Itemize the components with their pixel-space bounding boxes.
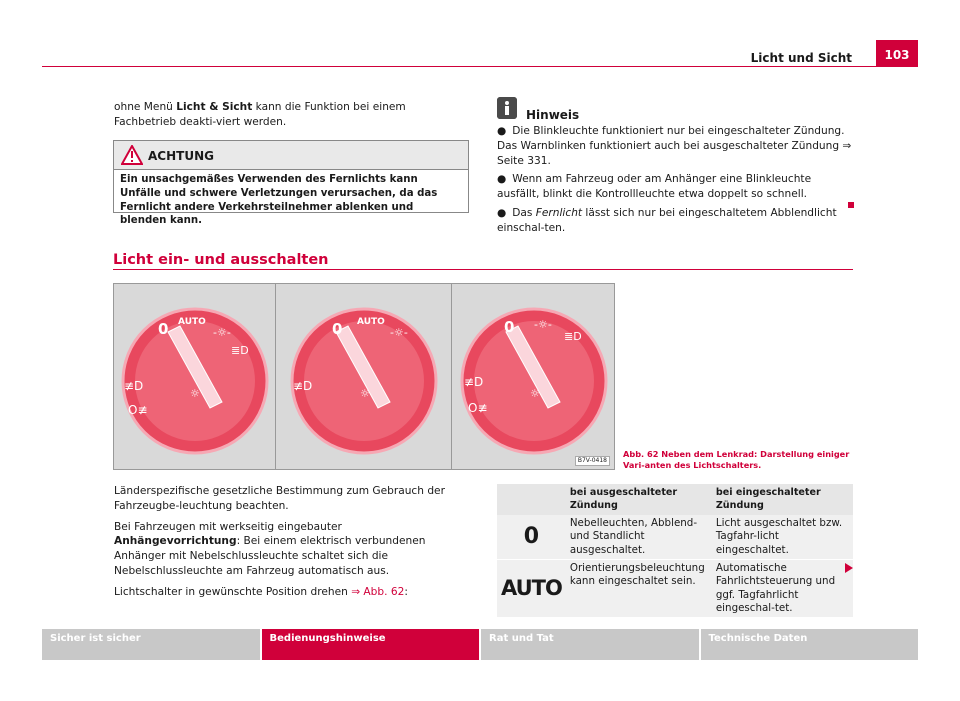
header-divider bbox=[42, 66, 918, 67]
light-switch-knob-1 bbox=[114, 284, 276, 469]
hinweis-item-text: Die Blinkleuchte funktioniert nur bei eingeschalteter Zündung. Das Warnblinken funktioniert auch bei ausgeschalteter Zündung ⇒ Seite 331. bbox=[497, 125, 852, 167]
fog-light-icon: ≢D bbox=[464, 375, 484, 389]
intro-suffix: kann die Funktion bei einem Fachbetrieb deakti-viert werden. bbox=[114, 101, 406, 128]
warning-body: Ein unsachgemäßes Verwenden des Fernlichts kann Unfälle und schwere Verletzungen verursachen, da das Fernlicht andere Verkehrsteilnehmer ablenken und blenden kann. bbox=[120, 174, 438, 227]
sun-icon: ☼ bbox=[530, 387, 540, 400]
warning-icon bbox=[121, 145, 143, 165]
warning-title: ACHTUNG bbox=[148, 149, 214, 163]
position-symbol: 0 bbox=[497, 515, 566, 560]
rear-fog-icon: O≢ bbox=[468, 401, 488, 415]
figure-code: B7V-0418 bbox=[575, 456, 610, 466]
hinweis-list bbox=[497, 124, 853, 240]
end-marker bbox=[848, 202, 854, 208]
low-beam-icon: ≣D bbox=[564, 330, 582, 343]
section-heading: Licht ein- und ausschalten bbox=[113, 252, 329, 268]
hinweis-item3-suffix: lässt sich nur bei eingeschaltetem Abblendlicht einschal-ten. bbox=[497, 207, 837, 234]
continue-arrow-icon bbox=[845, 563, 853, 573]
p3-prefix: Lichtschalter in gewünschte Position drehen bbox=[114, 585, 352, 598]
section-divider bbox=[113, 269, 853, 270]
footer-nav bbox=[42, 629, 918, 660]
footer-tab-technische-daten[interactable]: Technische Daten bbox=[701, 629, 919, 660]
hinweis-item: ● Die Blinkleuchte funktioniert nur bei eingeschalteter Zündung. Das Warnblinken funktioniert auch bei ausgeschalteter Zündung ⇒ Seite 331. bbox=[497, 125, 852, 167]
paragraph bbox=[114, 520, 470, 579]
knob-label-zero: 0 bbox=[332, 320, 343, 338]
hinweis-item3-prefix: Das bbox=[512, 207, 536, 220]
table-header: bei ausgeschalteter Zündung bbox=[566, 484, 712, 515]
warning-header bbox=[114, 141, 468, 170]
table-cell: Nebelleuchten, Abblend- und Standlicht ausgeschaltet. bbox=[566, 515, 712, 560]
table-header: bei eingeschalteter Zündung bbox=[712, 484, 853, 515]
paragraph: Länderspezifische gesetzliche Bestimmung zum Gebrauch der Fahrzeugbe-leuchtung beachten. bbox=[114, 485, 445, 512]
p2-bold: Anhängevorrichtung bbox=[114, 535, 237, 548]
light-switch-figure bbox=[113, 283, 615, 470]
body-left bbox=[114, 484, 470, 606]
switch-panel-3 bbox=[452, 284, 616, 469]
knob-label-zero: 0 bbox=[504, 318, 515, 336]
hinweis-item-text: Wenn am Fahrzeug oder am Anhänger eine Blinkleuchte ausfällt, blinkt die Kontrollleuchte etwa doppelt so schnell. bbox=[497, 173, 812, 201]
page-number: 103 bbox=[876, 40, 918, 67]
table-row bbox=[497, 515, 853, 560]
hinweis-item3-italic: Fernlicht bbox=[535, 207, 583, 220]
chapter-title: Licht und Sicht bbox=[750, 51, 852, 65]
warning-box bbox=[113, 140, 469, 227]
figure-caption: Abb. 62 Neben dem Lenkrad: Darstellung einiger Vari-anten des Lichtschalters. bbox=[623, 449, 850, 470]
light-switch-knob-2 bbox=[276, 284, 452, 469]
fog-light-icon: ≢D bbox=[293, 379, 313, 393]
hinweis-item: ● Wenn am Fahrzeug oder am Anhänger eine Blinkleuchte ausfällt, blinkt die Kontrollleuchte etwa doppelt so schnell. bbox=[497, 173, 812, 201]
rear-fog-icon: O≢ bbox=[128, 403, 148, 417]
intro-menu-name: Licht & Sicht bbox=[176, 101, 253, 113]
p2-prefix: Bei Fahrzeugen mit werkseitig eingebauter bbox=[114, 520, 342, 533]
switch-panel-1 bbox=[114, 284, 276, 469]
table-header bbox=[497, 484, 566, 515]
switch-panel-2 bbox=[276, 284, 452, 469]
table-cell: Licht ausgeschaltet bzw. Tagfahr-licht eingeschaltet. bbox=[712, 515, 853, 560]
knob-label-auto: AUTO bbox=[357, 317, 385, 327]
intro-text bbox=[114, 100, 470, 130]
paragraph bbox=[114, 585, 470, 600]
position-symbol: AUTO bbox=[501, 576, 562, 601]
footer-tab-rat-und-tat[interactable]: Rat und Tat bbox=[481, 629, 701, 660]
parking-light-icon: -☼- bbox=[213, 326, 231, 339]
table-cell: Automatische Fahrlichtsteuerung und ggf. Tagfahrlicht eingeschal-tet. bbox=[715, 561, 836, 615]
sun-icon: ☼ bbox=[190, 387, 200, 400]
table-cell: Orientierungsbeleuchtung kann eingeschaltet sein. bbox=[569, 561, 705, 588]
p3-suffix: : bbox=[404, 585, 408, 598]
p2-suffix: : Bei einem elektrisch verbundenen Anhänger mit Nebelschlussleuchte schaltet sich die Nebelschlussleuchte am Fahrzeug automatisch aus. bbox=[114, 535, 426, 578]
sun-icon: ☼ bbox=[360, 387, 370, 400]
intro-prefix: ohne Menü bbox=[114, 101, 177, 113]
knob-label-zero: 0 bbox=[158, 320, 169, 338]
low-beam-icon: ≣D bbox=[231, 344, 249, 357]
footer-tab-sicher[interactable]: Sicher ist sicher bbox=[42, 629, 262, 660]
table-header-row bbox=[497, 484, 853, 515]
figure-link[interactable]: ⇒ Abb. 62 bbox=[351, 585, 405, 598]
fog-light-icon: ≢D bbox=[124, 379, 144, 393]
switch-position-table bbox=[497, 484, 853, 617]
hinweis-item: ● Das Fernlicht lässt sich nur bei eingeschaltetem Abblendlicht einschal-ten. bbox=[497, 207, 837, 234]
parking-light-icon: -☼- bbox=[534, 318, 552, 331]
hinweis-title: Hinweis bbox=[526, 108, 580, 122]
table-row bbox=[497, 559, 853, 617]
light-switch-knob-3 bbox=[452, 284, 616, 469]
knob-label-auto: AUTO bbox=[178, 317, 206, 327]
parking-light-icon: -☼- bbox=[390, 326, 408, 339]
info-icon bbox=[497, 97, 517, 119]
footer-tab-bedienungshinweise[interactable]: Bedienungshinweise bbox=[262, 629, 482, 660]
